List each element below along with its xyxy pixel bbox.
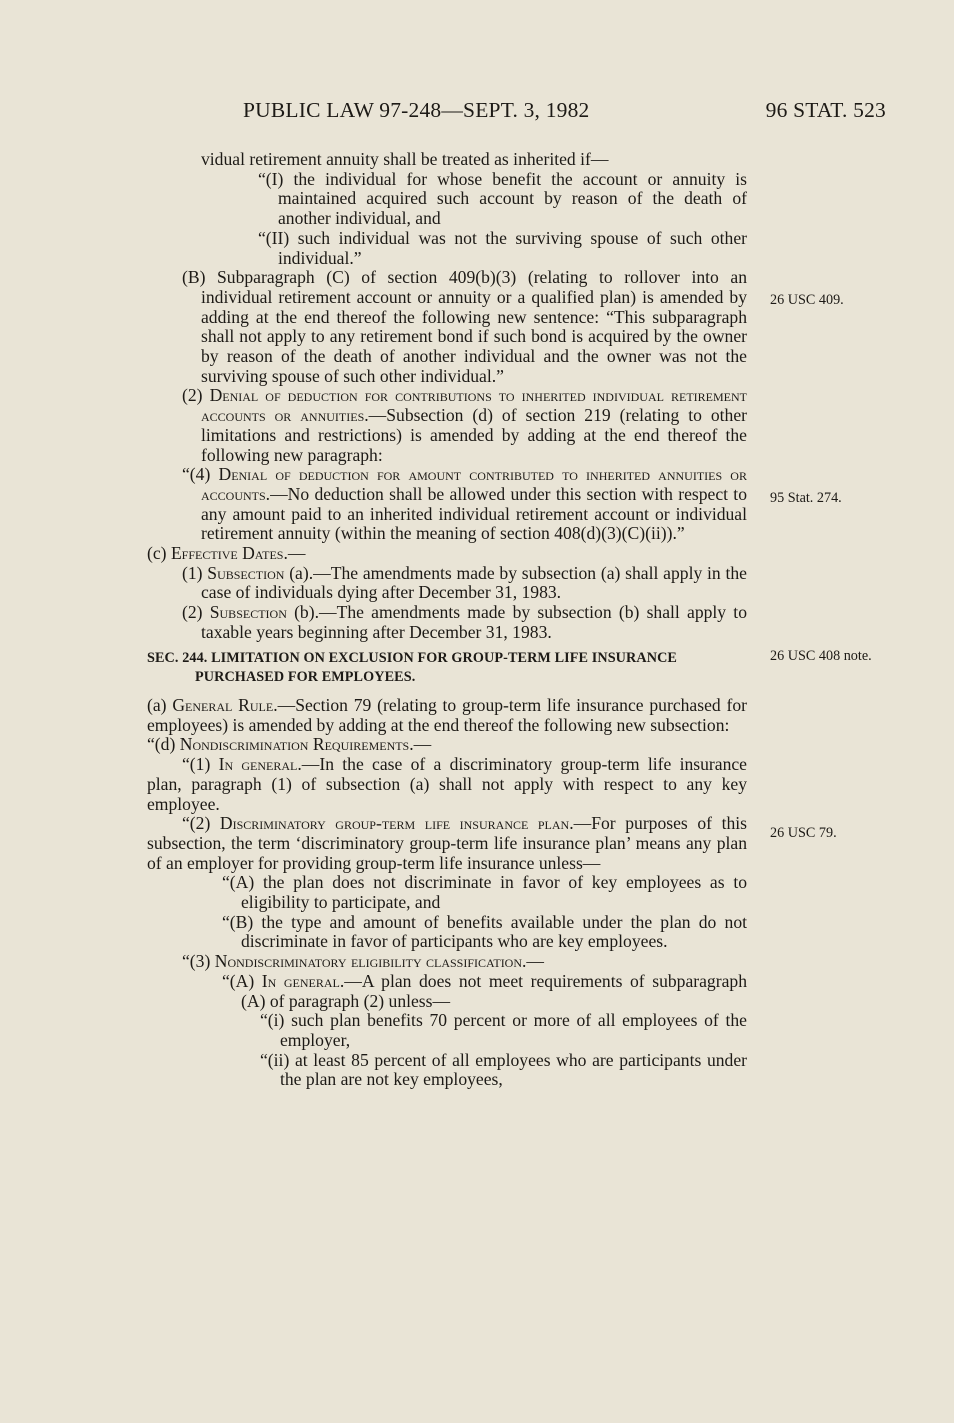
d1-text: —In the case of a discriminatory group-term life insurance plan, paragraph (1) of subsection (a) shall not apply with respect to any key employee. xyxy=(147,754,747,814)
clause-II: “(II) such individual was not the surviving spouse of such other individual.” xyxy=(258,227,747,268)
running-header-page-number: 96 STAT. 523 xyxy=(765,98,886,122)
subsection-c-lead: (c) xyxy=(147,543,171,564)
d2-clause-A: “(A) the plan does not discriminate in favor of key employees as to eligibility to participate, and xyxy=(222,872,747,913)
d3a-text: —A plan does not meet requirements of subparagraph (A) of paragraph (2) unless— xyxy=(241,970,747,1011)
paragraph-2-lead: (2) xyxy=(182,385,210,406)
effective-date-1-lead: (1) xyxy=(182,562,208,583)
d1-lead: “(1) xyxy=(182,754,219,775)
subsection-d-heading: Nondiscrimination Requirements. xyxy=(179,734,414,755)
document-body xyxy=(147,150,747,1090)
d2-lead: “(2) xyxy=(182,813,220,834)
d3-lead: “(3) xyxy=(182,951,215,972)
subsection-d-nondiscrimination xyxy=(147,735,747,755)
subsection-a-text: —Section 79 (relating to group-term life insurance purchased for employees) is amended by adding at the end thereof the following new subsection: xyxy=(147,694,747,735)
margin-note-26-usc-408-note: 26 USC 408 note. xyxy=(770,648,872,664)
d-paragraph-1-in-general xyxy=(147,755,747,814)
subsection-d-text: — xyxy=(413,734,432,755)
paragraph-inherited-if: vidual retirement annuity shall be treated as inherited if— xyxy=(201,149,609,169)
paragraph-4-text: —No deduction shall be allowed under this section with respect to any amount paid to an inherited individual retirement account or individual retirement annuity (within the meaning of section 408(d)(3)(C)(ii)).” xyxy=(201,483,747,544)
margin-note-26-usc-409: 26 USC 409. xyxy=(770,292,844,308)
effective-date-2 xyxy=(147,603,747,642)
effective-date-1 xyxy=(147,564,747,603)
section-244-heading xyxy=(147,649,747,688)
effective-date-1-text: (a).—The amendments made by subsection (a) shall apply in the case of individuals dying after December 31, 1983. xyxy=(201,562,747,603)
subsection-a-general-rule xyxy=(147,696,747,735)
subsection-c-text: — xyxy=(287,543,306,564)
d3a-clause-i: “(i) such plan benefits 70 percent or more of all employees of the employer, xyxy=(260,1010,747,1050)
subsection-d-lead: “(d) xyxy=(147,734,180,755)
paragraph-2-heading: Denial of deduction for contributions to inherited individual retirement accounts or annuities. xyxy=(201,385,747,426)
d2-text: —For purposes of this subsection, the term ‘discriminatory group-term life insurance plan’ means any plan of an employer for providing group-term life insurance unless— xyxy=(147,813,747,873)
effective-date-2-heading: Subsection xyxy=(209,602,287,623)
subparagraph-B: (B) Subparagraph (C) of section 409(b)(3) (relating to rollover into an individual retirement account or annuity or a qualified plan) is amended by adding at the end thereof the following new sentence: “This subparagraph shall not apply to any retirement bond if such bond is acquired by the owner by reason of the death of another individual and the owner was not the surviving spouse of such other individual.” xyxy=(182,267,747,386)
subsection-c-effective-dates xyxy=(147,544,747,564)
d3a-clause-ii: “(ii) at least 85 percent of all employees who are participants under the plan are not key employees, xyxy=(260,1049,747,1090)
d3-clause-A-in-general xyxy=(147,972,747,1011)
section-heading-line-2: PURCHASED FOR EMPLOYEES. xyxy=(195,669,416,686)
paragraph-4-lead: “(4) xyxy=(182,464,219,485)
paragraph-4-heading: Denial of deduction for amount contributed to inherited annuities or accounts. xyxy=(201,464,747,504)
subsection-a-lead: (a) xyxy=(147,694,173,715)
d3a-lead: “(A) xyxy=(222,970,262,991)
margin-note-95-stat-274: 95 Stat. 274. xyxy=(770,490,842,506)
section-heading-line-1: SEC. 244. LIMITATION ON EXCLUSION FOR GROUP-TERM LIFE INSURANCE xyxy=(147,649,677,666)
paragraph-2-denial-of-deduction xyxy=(147,386,747,465)
d3-text: — xyxy=(526,951,545,972)
d2-clause-B: “(B) the type and amount of benefits available under the plan do not discriminate in favor of participants who are key employees. xyxy=(222,911,747,952)
d3a-heading: In general. xyxy=(261,970,345,991)
clause-I: “(I) the individual for whose benefit the account or annuity is maintained acquired such account by reason of the death of another individual, and xyxy=(258,168,747,229)
effective-date-1-heading: Subsection xyxy=(207,562,285,583)
d-paragraph-2-discriminatory-plan xyxy=(147,814,747,873)
d1-heading: In general. xyxy=(218,754,302,775)
d3-heading: Nondiscriminatory eligibility classification. xyxy=(214,951,527,972)
effective-date-2-text: (b).—The amendments made by subsection (b) shall apply to taxable years beginning after December 31, 1983. xyxy=(201,602,747,642)
subsection-a-heading: General Rule. xyxy=(172,694,278,715)
margin-note-26-usc-79: 26 USC 79. xyxy=(770,825,837,841)
subsection-c-heading: Effective Dates. xyxy=(170,543,288,564)
paragraph-2-text: —Subsection (d) of section 219 (relating to other limitations and restrictions) is amended by adding at the end thereof the following new paragraph: xyxy=(201,405,748,465)
d2-heading: Discriminatory group-term life insurance plan. xyxy=(219,813,574,834)
d-paragraph-3-eligibility xyxy=(147,952,747,972)
effective-date-2-lead: (2) xyxy=(182,602,210,623)
running-header-title: PUBLIC LAW 97-248—SEPT. 3, 1982 xyxy=(243,98,590,122)
paragraph-4-denial-of-deduction xyxy=(147,465,747,544)
